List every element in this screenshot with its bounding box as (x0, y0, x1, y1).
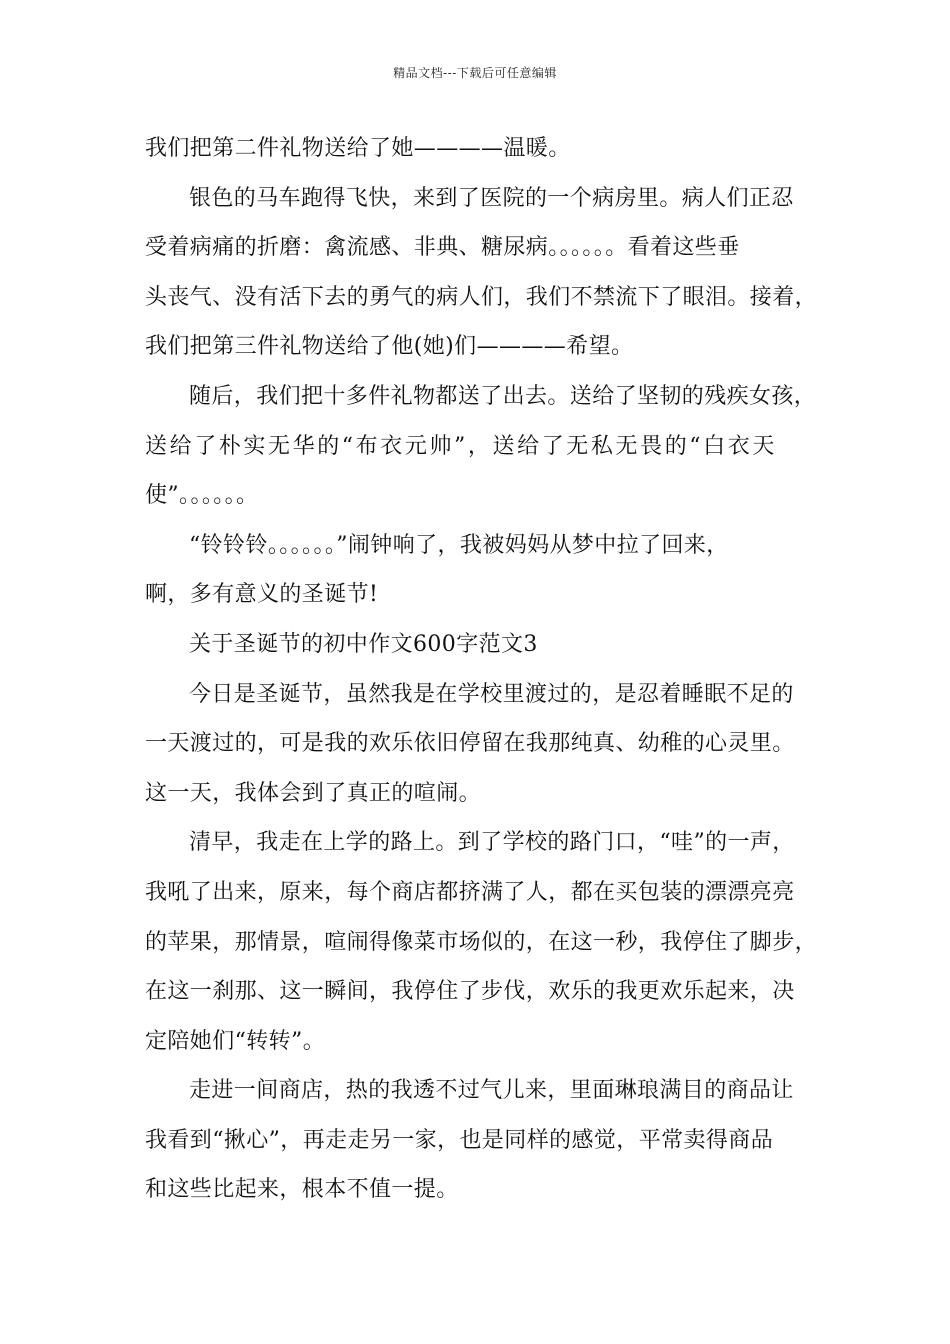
text-line: 头丧气、没有活下去的勇气的病人们，我们不禁流下了眼泪。接着， (145, 284, 818, 310)
text-line: 定陪她们“转转”。 (145, 1028, 326, 1054)
text-line: 我吼了出来，原来，每个商店都挤满了人，都在买包装的漂漂亮亮 (145, 879, 795, 905)
paragraph-start-line: 今日是圣诞节，虽然我是在学校里渡过的，是忍着睡眠不足的 (189, 681, 794, 707)
article-body (145, 124, 825, 1215)
paragraph-start-line: 随后，我们把十多件礼物都送了出去。送给了坚韧的残疾女孩， (189, 383, 817, 409)
text-line: 我看到“揪心”，再走走另一家，也是同样的感觉，平常卖得商品 (145, 1127, 774, 1153)
paragraph-start-line: 走进一间商店，热的我透不过气儿来，里面琳琅满目的商品让 (189, 1078, 794, 1104)
text-line: 送给了朴实无华的“布衣元帅”，送给了无私无畏的“白衣天 (145, 433, 777, 459)
paragraph-start-line: 清早，我走在上学的路上。到了学校的路门口，“哇”的一声， (189, 830, 795, 856)
paragraph-start-line: “铃铃铃。。。。。。”闹钟响了，我被妈妈从梦中拉了回来， (189, 532, 729, 558)
text-line: 使”。。。。。。 (145, 483, 259, 509)
text-line: 和这些比起来，根本不值一提。 (145, 1177, 459, 1203)
text-line: 一天渡过的，可是我的欢乐依旧停留在我那纯真、幼稚的心灵里。 (145, 731, 795, 757)
section-heading: 关于圣诞节的初中作文600字范文3 (189, 631, 538, 657)
text-line: 这一天，我体会到了真正的喧闹。 (145, 780, 482, 806)
text-line: 我们把第二件礼物送给了她————温暖。 (145, 136, 571, 161)
text-line: 我们把第三件礼物送给了他(她)们————希望。 (145, 334, 634, 360)
text-line: 的苹果，那情景，喧闹得像菜市场似的，在这一秒，我停住了脚步， (145, 929, 818, 955)
paragraph-start-line: 银色的马车跑得飞快，来到了医院的一个病房里。病人们正忍 (189, 185, 794, 211)
text-line: 在这一刹那、这一瞬间，我停住了步伐，欢乐的我更欢乐起来，决 (145, 979, 795, 1005)
text-line: 啊，多有意义的圣诞节! (145, 582, 379, 608)
page-header: 精品文档---下载后可任意编辑 (393, 66, 557, 80)
text-line: 受着病痛的折磨：禽流感、非典、糖尿病。。。。。。看着这些垂 (145, 235, 740, 261)
